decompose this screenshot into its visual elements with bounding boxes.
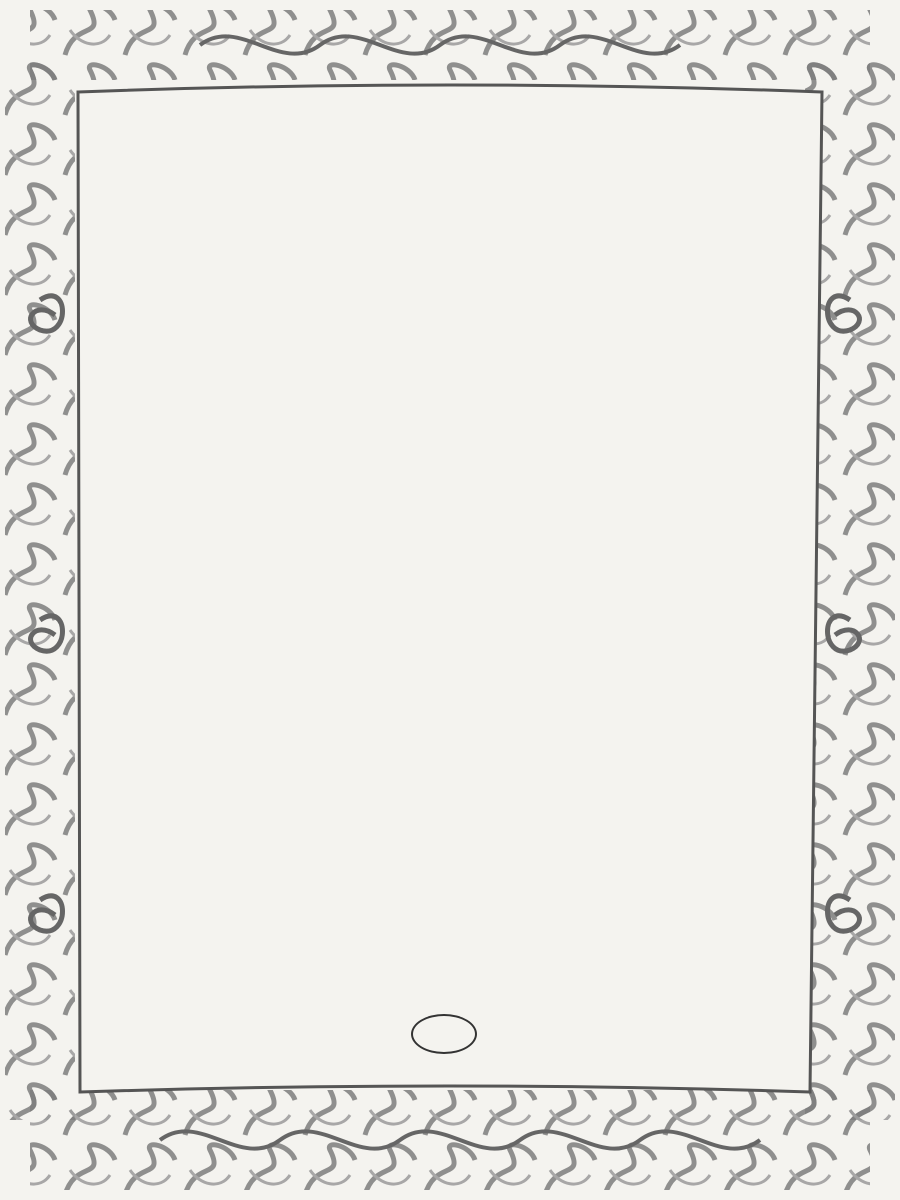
page-number xyxy=(411,1014,477,1054)
toc-content xyxy=(88,108,753,146)
